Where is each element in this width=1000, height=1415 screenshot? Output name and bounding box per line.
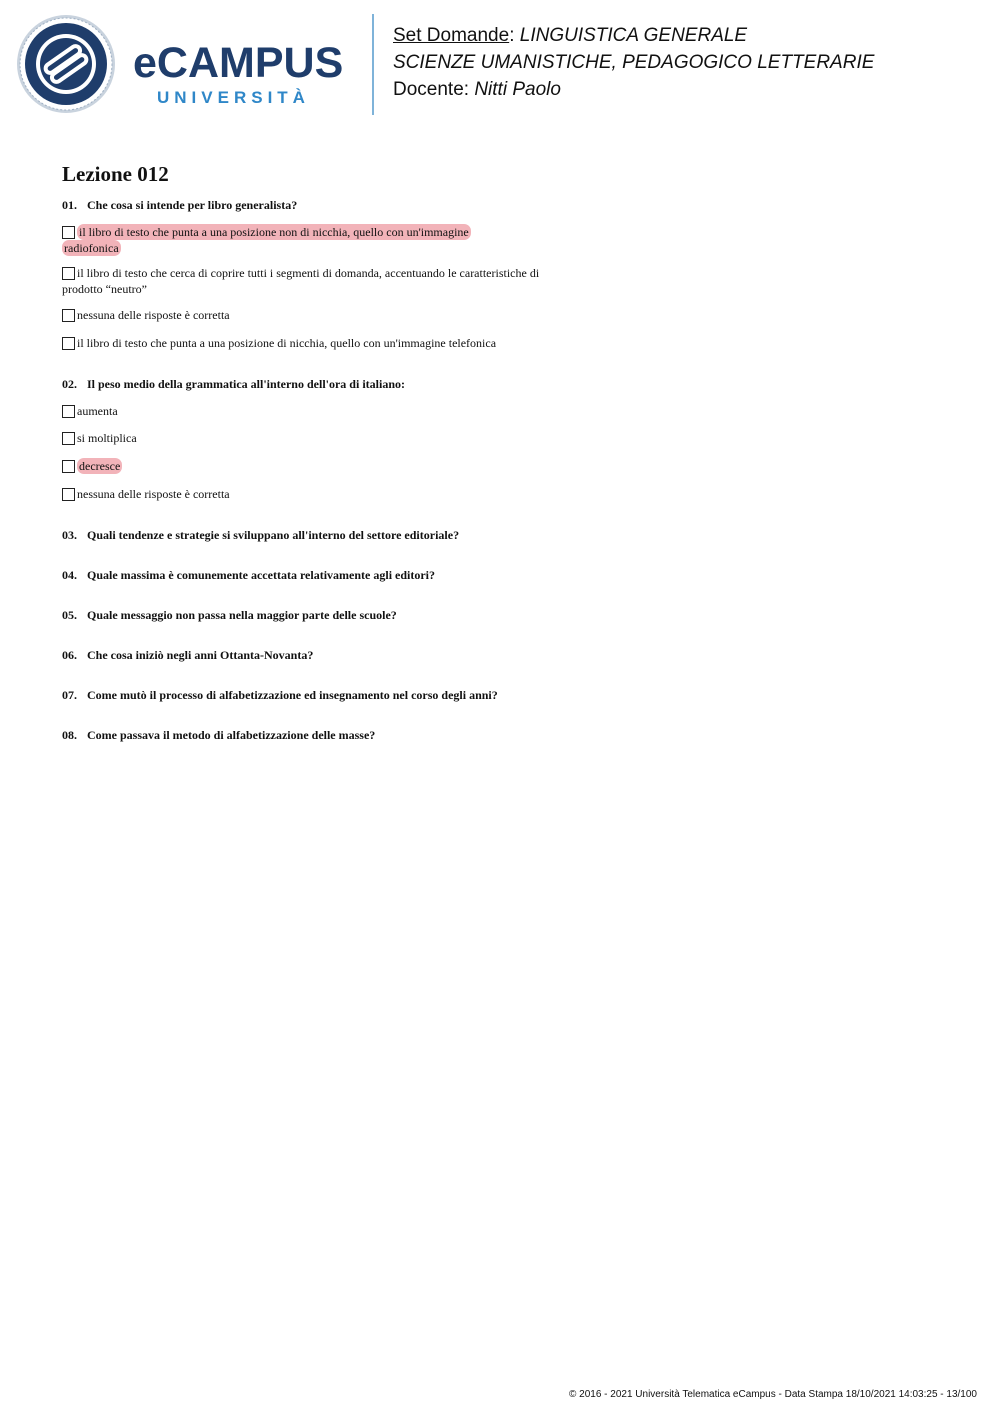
answer-checkbox[interactable]	[62, 460, 75, 473]
brand-logo	[133, 39, 355, 108]
question-06	[62, 648, 313, 663]
question-01	[62, 198, 297, 213]
page-footer: © 2016 - 2021 Università Telematica eCampus - Data Stampa 18/10/2021 14:03:25 - 13/100	[569, 1389, 977, 1400]
answer-text: nessuna delle risposte è corretta	[77, 308, 230, 322]
lesson-title: Lezione 012	[62, 162, 169, 186]
set-value: LINGUISTICA GENERALE	[519, 25, 748, 46]
question-number: 08.	[62, 728, 77, 742]
question-text: Quali tendenze e strategie si sviluppano all'interno del settore editoriale?	[87, 528, 460, 542]
answer-checkbox[interactable]	[62, 405, 75, 418]
answer-option	[62, 458, 122, 474]
brand-subtitle: UNIVERSITÀ	[157, 88, 310, 107]
answer-option	[62, 335, 496, 351]
answer-option	[62, 403, 118, 419]
course-set-line	[393, 22, 874, 49]
teacher-label: Docente:	[393, 79, 470, 100]
faculty-name: SCIENZE UMANISTICHE, PEDAGOGICO LETTERARIE	[393, 52, 875, 73]
answer-option	[62, 430, 137, 446]
answer-checkbox[interactable]	[62, 226, 75, 239]
teacher-name: Nitti Paolo	[474, 79, 561, 100]
university-seal-logo	[16, 14, 116, 114]
answer-text-highlighted: il libro di testo che punta a una posizione non di nicchia, quello con un'immagine	[79, 225, 469, 239]
answer-text: aumenta	[77, 404, 118, 418]
answer-text-highlighted-cont: radiofonica	[64, 241, 119, 255]
teacher-line	[393, 76, 874, 103]
question-number: 03.	[62, 528, 77, 542]
faculty-line	[393, 49, 874, 76]
header-divider	[372, 14, 374, 115]
question-number: 01.	[62, 198, 77, 212]
question-07	[62, 688, 498, 703]
question-text: Che cosa si intende per libro generalista?	[87, 198, 298, 212]
question-text: Quale messaggio non passa nella maggior parte delle scuole?	[87, 608, 397, 622]
answer-checkbox[interactable]	[62, 432, 75, 445]
question-number: 02.	[62, 377, 77, 391]
question-03	[62, 528, 459, 543]
question-text: Come mutò il processo di alfabetizzazione ed insegnamento nel corso degli anni?	[87, 688, 498, 702]
answer-option	[62, 224, 471, 256]
question-number: 07.	[62, 688, 77, 702]
question-number: 05.	[62, 608, 77, 622]
answer-option	[62, 265, 539, 297]
answer-text: il libro di testo che punta a una posizione di nicchia, quello con un'immagine telefonica	[77, 336, 497, 350]
set-label: Set Domande	[393, 25, 510, 46]
answer-checkbox[interactable]	[62, 488, 75, 501]
answer-checkbox[interactable]	[62, 267, 75, 280]
question-text: Quale massima è comunemente accettata relativamente agli editori?	[87, 568, 436, 582]
answer-option	[62, 486, 230, 502]
answer-option	[62, 307, 230, 323]
answer-checkbox[interactable]	[62, 309, 75, 322]
brand-name: eCAMPUS	[133, 39, 344, 87]
answer-text-cont: prodotto “neutro”	[62, 282, 147, 296]
question-number: 06.	[62, 648, 77, 662]
set-colon: :	[509, 25, 515, 46]
question-text: Il peso medio della grammatica all'interno dell'ora di italiano:	[87, 377, 405, 391]
question-text: Come passava il metodo di alfabetizzazione delle masse?	[87, 728, 376, 742]
question-08	[62, 728, 375, 743]
question-04	[62, 568, 435, 583]
course-info	[393, 22, 874, 103]
question-number: 04.	[62, 568, 77, 582]
question-text: Che cosa iniziò negli anni Ottanta-Novanta?	[87, 648, 314, 662]
answer-text: nessuna delle risposte è corretta	[77, 487, 230, 501]
answer-text-highlighted: decresce	[79, 459, 121, 473]
question-02	[62, 377, 405, 392]
question-05	[62, 608, 397, 623]
answer-text: il libro di testo che cerca di coprire tutti i segmenti di domanda, accentuando le caratteristiche di	[77, 266, 540, 280]
answer-checkbox[interactable]	[62, 337, 75, 350]
answer-text: si moltiplica	[77, 431, 137, 445]
